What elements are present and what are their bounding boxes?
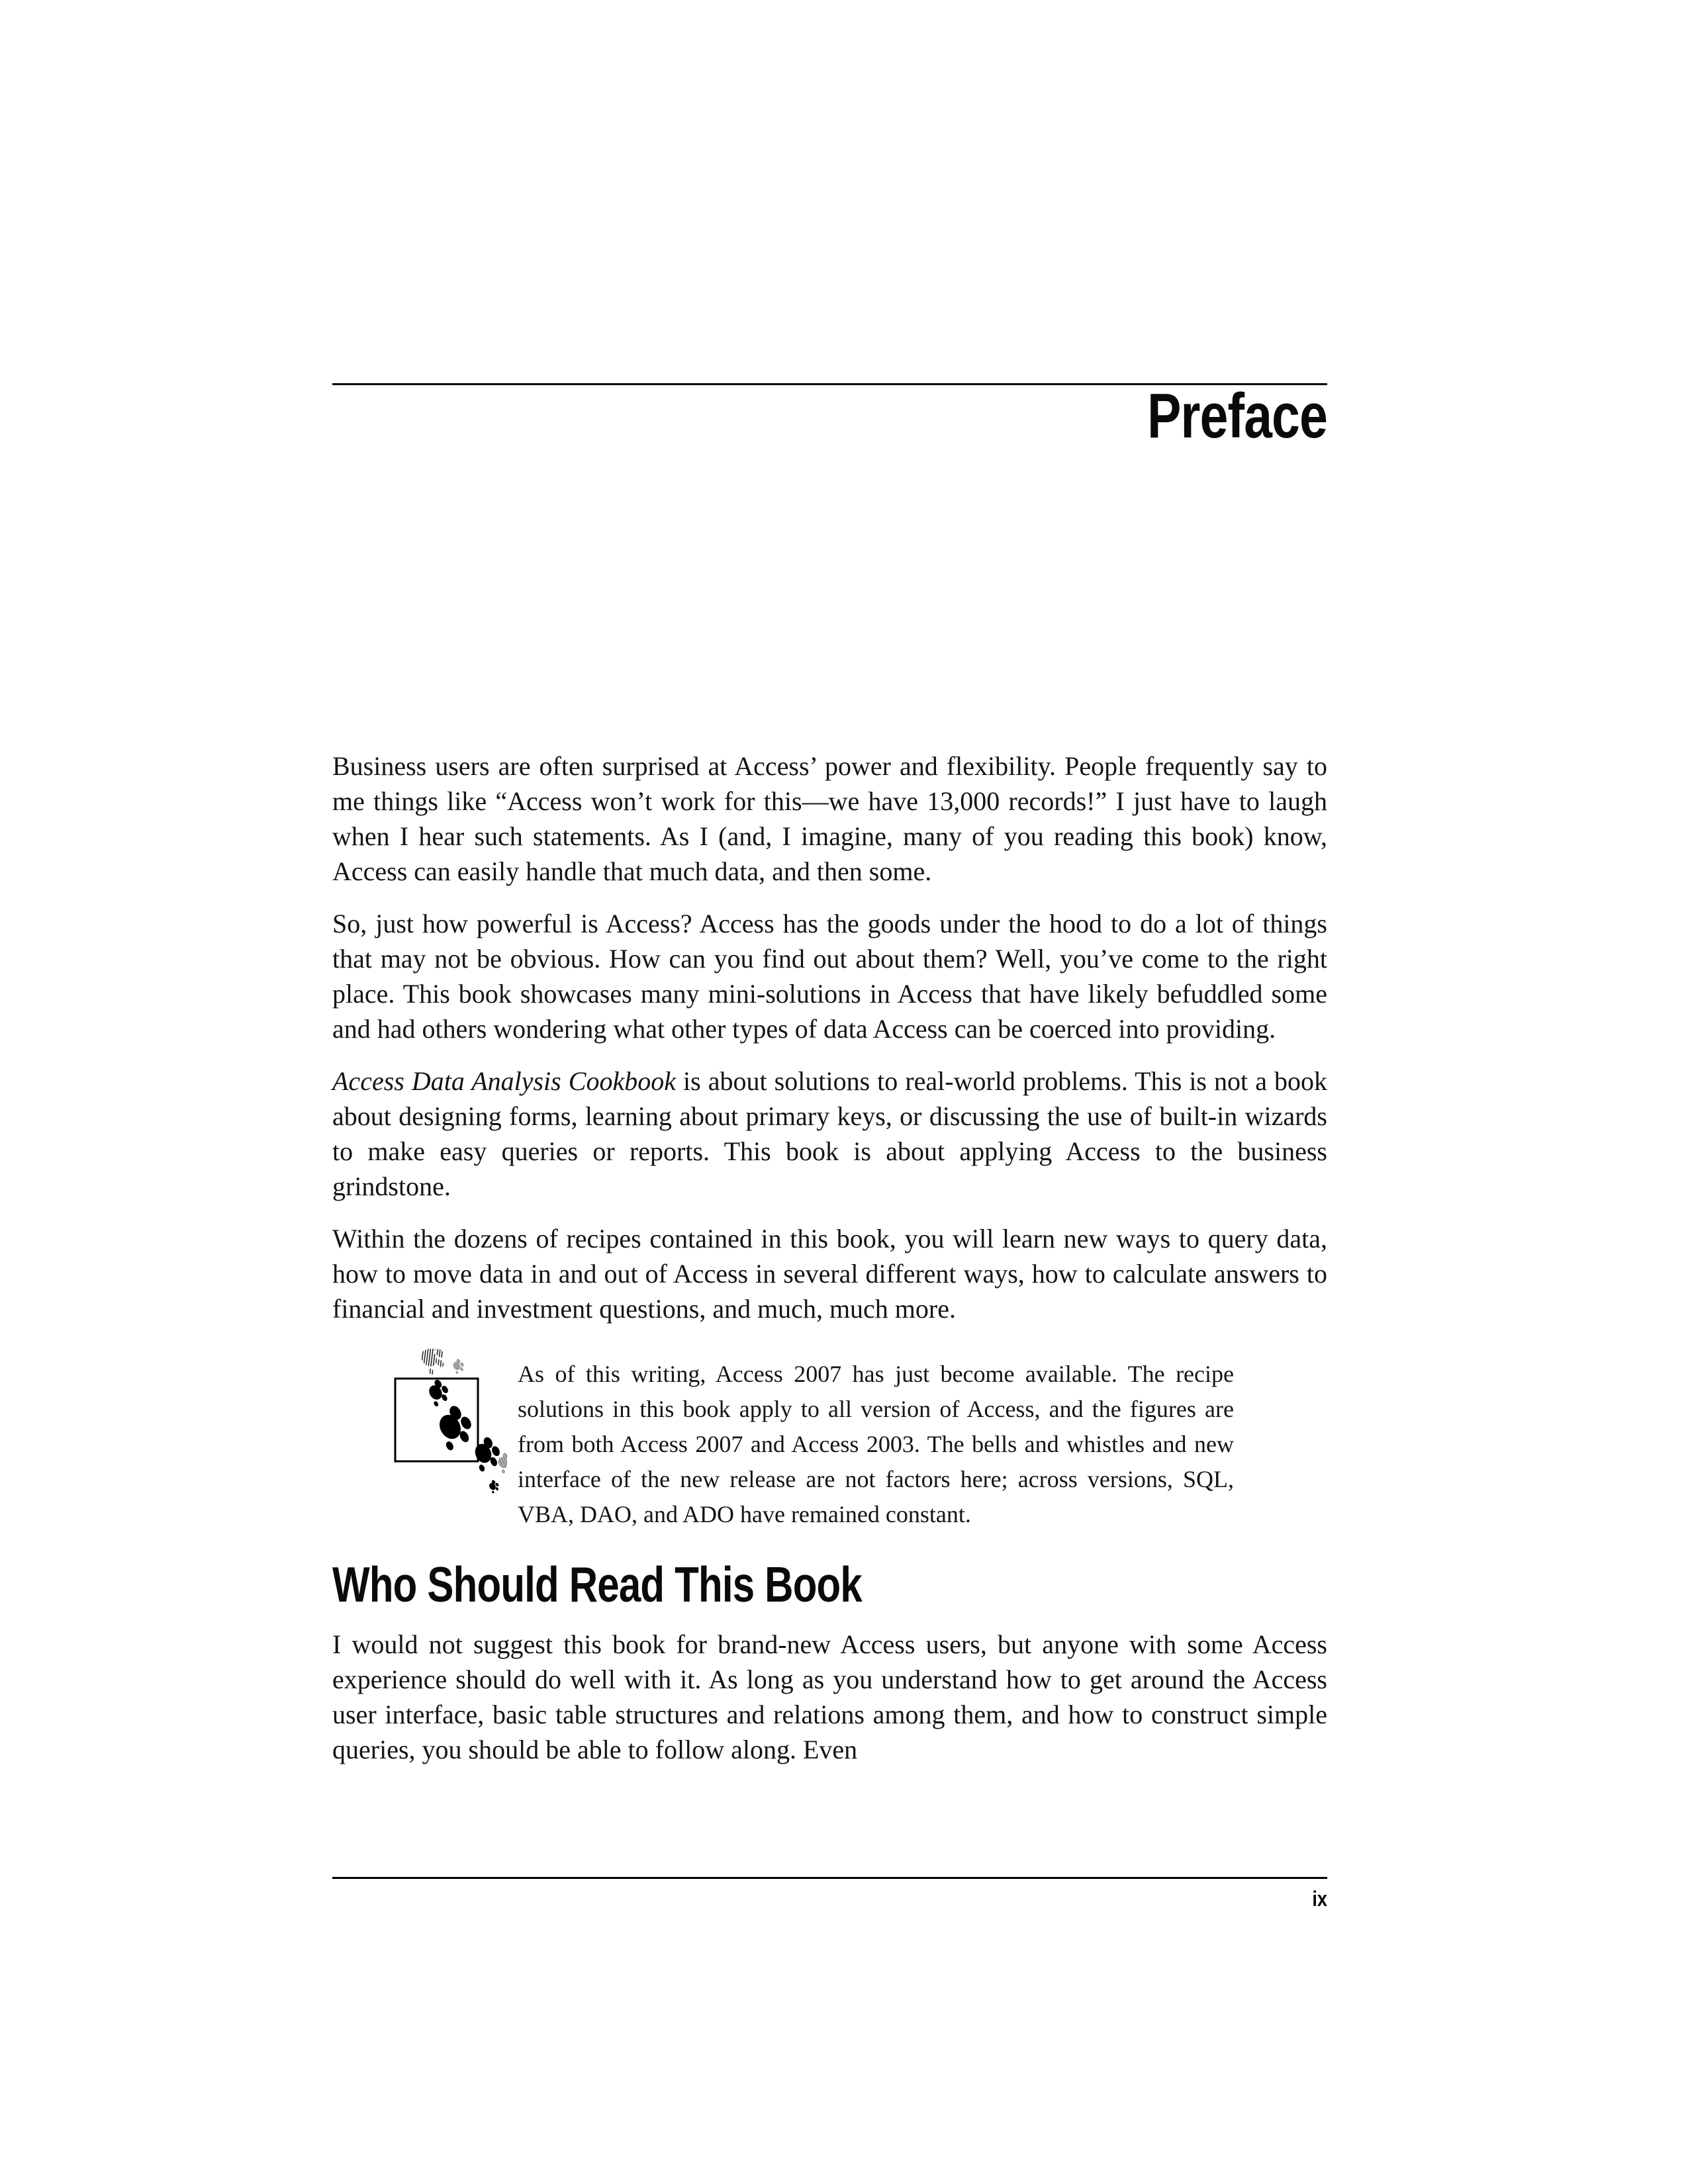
page-number: ix bbox=[1312, 1887, 1327, 1911]
animal-footprints-icon bbox=[393, 1349, 507, 1504]
book-title-italic: Access Data Analysis Cookbook bbox=[332, 1066, 676, 1097]
paragraph-3 bbox=[332, 1064, 1327, 1204]
paragraph-5: I would not suggest this book for brand-new Access users, but anyone with some Access experience should do well with it. As long as you understand how to get around the Access user interface, basic table structures and relations among them, and how to construct simple queries, you should be able to follow along. Even bbox=[332, 1629, 1327, 1765]
page-content bbox=[332, 0, 1327, 1784]
note-box bbox=[332, 1349, 1327, 1532]
footer-rule bbox=[332, 1877, 1327, 1909]
paragraph-2: So, just how powerful is Access? Access has the goods under the hood to do a lot of things that may not be obvious. How can you find out about them? Well, you’ve come to the right place. This book showcases many mini-solutions in Access that have likely befuddled some and had others wondering what other types of data Access can be coerced into providing. bbox=[332, 909, 1327, 1044]
note-text: As of this writing, Access 2007 has just become available. The recipe solutions in this book apply to all version of Access, and the figures are from both Access 2007 and Access 2003. The bells and whistles and new interface of the new release are not factors here; across versions, SQL, VBA, DAO, and ADO have remained constant. bbox=[518, 1361, 1234, 1528]
paragraph-3-rest: is about solutions to real-world problems. This is not a book about designing forms, learning about primary keys, or discussing the use of built-in wizards to make easy queries or reports. This book is about applying Access to the business grindstone. bbox=[332, 1066, 1327, 1202]
section-heading: Who Should Read This Book bbox=[332, 1557, 862, 1613]
page-title: Preface bbox=[1147, 381, 1327, 451]
paragraph-4: Within the dozens of recipes contained in this book, you will learn new ways to query data, how to move data in and out of Access in several different ways, how to calculate answers to financial and investment questions, and much, much more. bbox=[332, 1224, 1327, 1324]
paragraph-1: Business users are often surprised at Access’ power and flexibility. People frequently say to me things like “Access won’t work for this—we have 13,000 records!” I just have to laugh when I hear such statements. As I (and, I imagine, many of you reading this book) know, Access can easily handle that much data, and then some. bbox=[332, 751, 1327, 887]
